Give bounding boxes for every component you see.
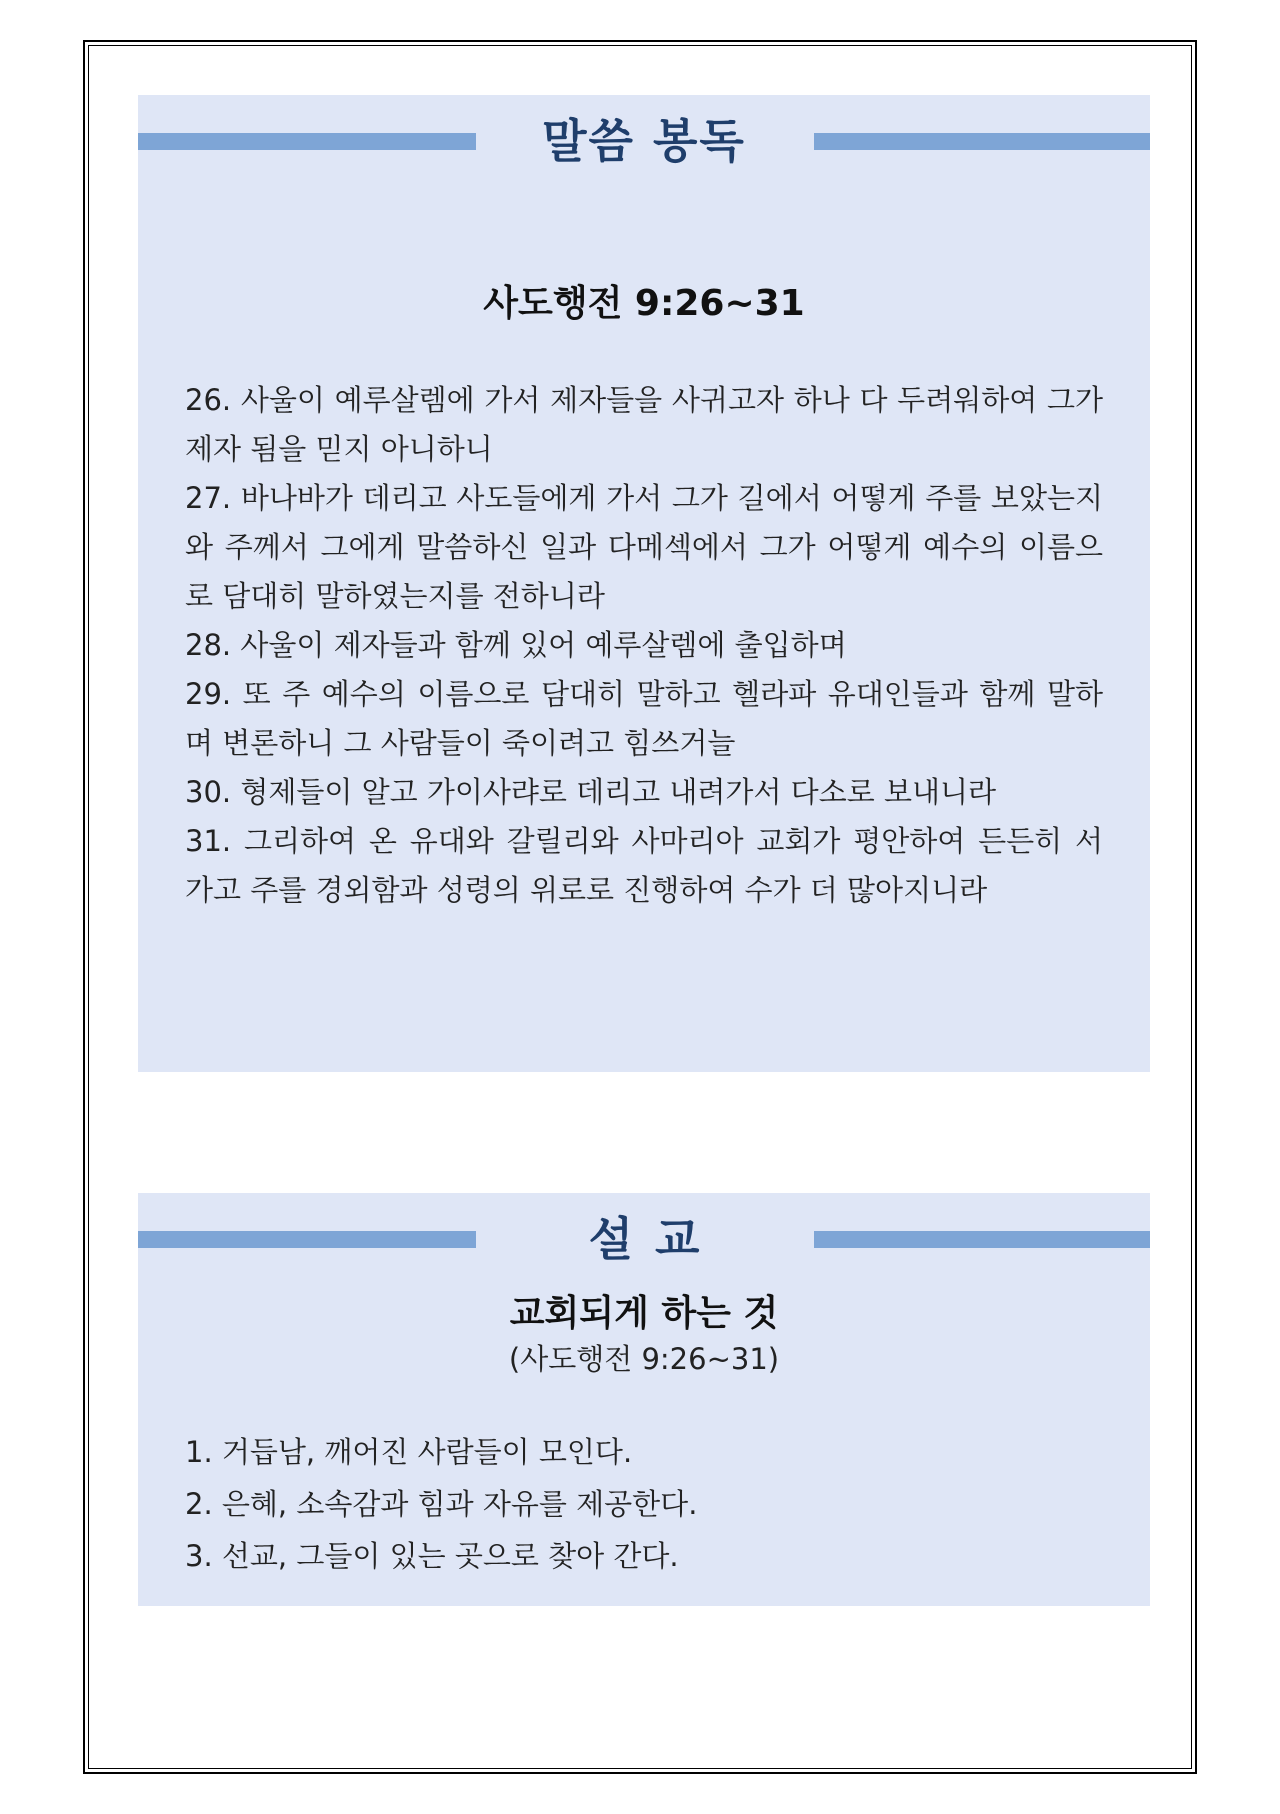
- sermon-heading: 설교: [588, 1212, 722, 1266]
- verse-30: 30. 형제들이 알고 가이사랴로 데리고 내려가서 다소로 보내니라: [185, 775, 996, 809]
- sermon-point: 1. 거듭남, 깨어진 사람들이 모인다.: [185, 1435, 633, 1469]
- verse-31: 31. 그리하여 온 유대와 갈릴리와 사마리아 교회가 평안하여 든든히 서 가고 주를 경외함과 성령의 위로로 진행하여 수가 더 많아지니라: [185, 824, 1103, 907]
- verse-26: 26. 사울이 예루살렘에 가서 제자들을 사귀고자 하나 다 두려워하여 그가 제자 됨을 믿지 아니하니: [185, 383, 1103, 466]
- reading-heading: 말씀 봉독: [542, 114, 746, 168]
- sermon-reference: (사도행전 9:26~31): [508, 1342, 780, 1376]
- verse-28: 28. 사울이 제자들과 함께 있어 예루살렘에 출입하며: [185, 628, 847, 662]
- scripture-reading-section: [138, 95, 1150, 1072]
- sermon-point: 2. 은혜, 소속감과 힘과 자유를 제공한다.: [185, 1487, 698, 1521]
- sermon-point: 3. 선교, 그들이 있는 곳으로 찾아 간다.: [185, 1539, 679, 1573]
- sermon-title: 교회되게 하는 것: [509, 1293, 779, 1334]
- sermon-section: [138, 1193, 1150, 1606]
- sermon-points: [185, 1426, 1103, 1582]
- verse-29: 29. 또 주 예수의 이름으로 담대히 말하고 헬라파 유대인들과 함께 말하며 변론하니 그 사람들이 죽이려고 힘쓰거늘: [185, 677, 1103, 760]
- verse-27: 27. 바나바가 데리고 사도들에게 가서 그가 길에서 어떻게 주를 보았는지와 주께서 그에게 말씀하신 일과 다메섹에서 그가 어떻게 예수의 이름으로 담대히 말하였는지를 전하니라: [185, 481, 1103, 613]
- verse-list: [185, 376, 1103, 915]
- passage-reference: 사도행전 9:26~31: [483, 283, 805, 324]
